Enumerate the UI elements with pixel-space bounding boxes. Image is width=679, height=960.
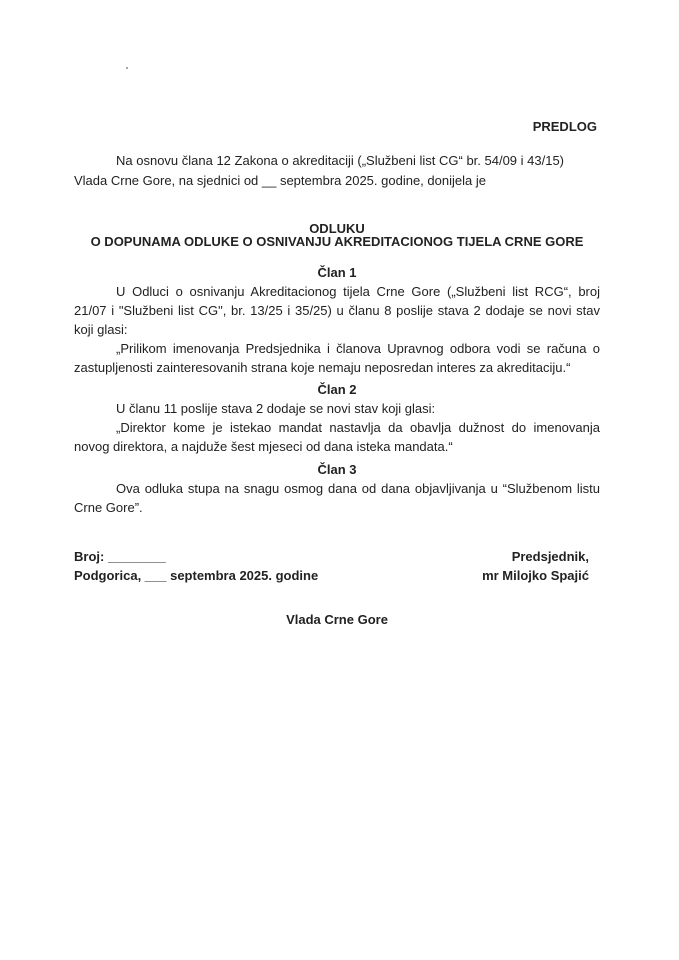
article-2-heading: Član 2	[317, 382, 357, 397]
place-and-date: Podgorica, ___ septembra 2025. godine	[74, 568, 319, 583]
article-2-paragraph-1: U članu 11 poslije stava 2 dodaje se novi stav koji glasi:	[116, 401, 436, 416]
proposal-label: PREDLOG	[532, 119, 597, 134]
article-3-heading: Član 3	[317, 462, 357, 477]
article-2-body	[74, 399, 600, 456]
article-1-body	[74, 282, 600, 377]
signatory-name: mr Milojko Spajić	[482, 568, 589, 583]
issuing-authority: Vlada Crne Gore	[286, 612, 388, 627]
reference-block	[74, 547, 318, 585]
signatory-block	[482, 547, 589, 585]
document-subtitle: O DOPUNAMA ODLUKE O OSNIVANJU AKREDITACIONOG TIJELA CRNE GORE	[90, 234, 584, 249]
article-3-paragraph-1: Ova odluka stupa na snagu osmog dana od dana objavljivanja u “Službenom listu Crne Gore”.	[74, 481, 600, 515]
preamble-line-2: Vlada Crne Gore, na sjednici od __ septembra 2025. godine, donijela je	[74, 173, 486, 188]
article-1-heading: Član 1	[317, 265, 357, 280]
preamble-line-1: Na osnovu člana 12 Zakona o akreditaciji („Službeni list CG“ br. 54/09 i 43/15)	[116, 153, 565, 168]
signatory-role: Predsjednik,	[511, 549, 589, 564]
article-2-paragraph-2: „Direktor kome je istekao mandat nastavlja da obavlja dužnost do imenovanja novog direktora, a najduže šest mjeseci od dana isteka mandata.“	[74, 420, 600, 454]
document-title: ODLUKU	[309, 221, 365, 236]
article-1-paragraph-1: U Odluci o osnivanju Akreditacionog tijela Crne Gore („Službeni list RCG“, broj 21/07 i "Službeni list CG", br. 13/25 i 35/25) u članu 8 poslije stava 2 dodaje se novi stav koji glasi:	[74, 284, 600, 337]
preamble	[74, 151, 600, 191]
article-3-body	[74, 479, 600, 517]
scan-speck	[126, 67, 128, 69]
article-1-paragraph-2: „Prilikom imenovanja Predsjednika i članova Upravnog odbora vodi se računa o zastupljenosti zainteresovanih strana koje nemaju neposredan interes za akreditaciju.“	[74, 341, 600, 375]
reference-number: Broj: ________	[74, 549, 166, 564]
